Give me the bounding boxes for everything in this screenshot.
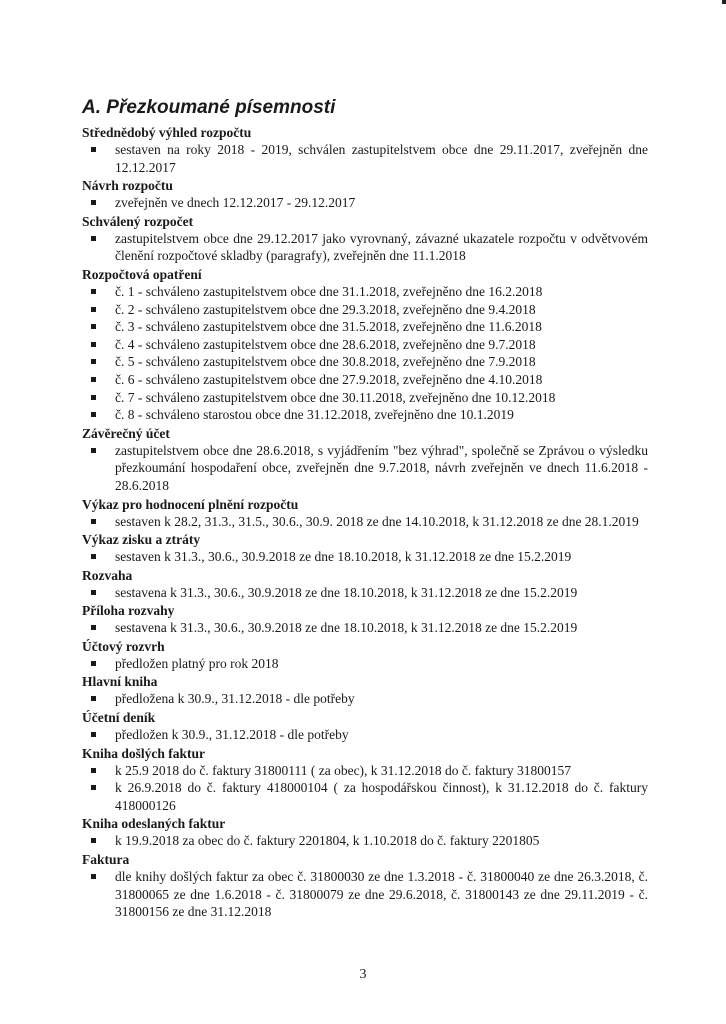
list-item: sestaven k 28.2, 31.3., 31.5., 30.6., 30.9. 2018 ze dne 14.10.2018, k 31.12.2018 ze dne 28.1.2019: [82, 513, 648, 531]
list-item: č. 8 - schváleno starostou obce dne 31.12.2018, zveřejněno dne 10.1.2019: [82, 406, 648, 424]
section-title: Účtový rozvrh: [82, 638, 165, 654]
section-item-list: [82, 690, 648, 708]
section-title: Kniha došlých faktur: [82, 745, 206, 761]
section-title: Střednědobý výhled rozpočtu: [82, 125, 252, 140]
list-item: předložen k 30.9., 31.12.2018 - dle potřeby: [82, 726, 648, 744]
section-item-list: [82, 283, 648, 424]
list-item: zveřejněn ve dnech 12.12.2017 - 29.12.2017: [82, 194, 648, 212]
section-title: Závěrečný účet: [82, 425, 170, 441]
list-item: č. 5 - schváleno zastupitelstvem obce dne 30.8.2018, zveřejněno dne 7.9.2018: [82, 353, 648, 371]
list-item: dle knihy došlých faktur za obec č. 31800030 ze dne 1.3.2018 - č. 31800040 ze dne 26.3.2018, č. 31800065 ze dne 1.6.2018 - č. 31800079 ze dne 29.6.2018, č. 31800143 ze dne 29.11.2019 - č. 31800156 ze dne 31.12.2018: [82, 868, 648, 921]
list-item: sestaven na roky 2018 - 2019, schválen zastupitelstvem obce dne 29.11.2017, zveřejněn dne 12.12.2017: [82, 141, 648, 176]
section-title: Hlavní kniha: [82, 674, 158, 690]
section-item-list: [82, 230, 648, 265]
section-item-list: [82, 584, 648, 602]
section-title: Návrh rozpočtu: [82, 178, 173, 194]
section-item-list: [82, 513, 648, 531]
list-item: č. 6 - schváleno zastupitelstvem obce dne 27.9.2018, zveřejněno dne 4.10.2018: [82, 371, 648, 389]
page-number: 3: [359, 967, 367, 982]
section-title: Účetní deník: [82, 710, 156, 726]
section-item-list: [82, 868, 648, 921]
list-item: k 25.9 2018 do č. faktury 31800111 ( za obec), k 31.12.2018 do č. faktury 31800157: [82, 762, 648, 780]
section-item-list: [82, 141, 648, 176]
section-title: Schválený rozpočet: [82, 213, 194, 229]
section-item-list: [82, 655, 648, 673]
section-title: Faktura: [82, 852, 130, 868]
document-page: [82, 96, 648, 922]
list-item: k 26.9.2018 do č. faktury 418000104 ( za hospodářskou činnost), k 31.12.2018 do č. faktury 418000126: [82, 779, 648, 814]
list-item: č. 1 - schváleno zastupitelstvem obce dne 31.1.2018, zveřejněno dne 16.2.2018: [82, 283, 648, 301]
list-item: č. 3 - schváleno zastupitelstvem obce dne 31.5.2018, zveřejněno dne 11.6.2018: [82, 318, 648, 336]
section-item-list: [82, 762, 648, 815]
page-heading: A. Přezkoumané písemnosti: [82, 97, 336, 118]
list-item: předložen platný pro rok 2018: [82, 655, 648, 673]
list-item: zastupitelstvem obce dne 29.12.2017 jako vyrovnaný, závazné ukazatele rozpočtu v odvětvovém členění rozpočtové skladby (paragrafy), zveřejněn dne 11.1.2018: [82, 230, 648, 265]
list-item: k 19.9.2018 za obec do č. faktury 2201804, k 1.10.2018 do č. faktury 2201805: [82, 832, 648, 850]
section-item-list: [82, 726, 648, 744]
section-title: Rozvaha: [82, 567, 133, 583]
section-title: Kniha odeslaných faktur: [82, 816, 226, 832]
list-item: sestaven k 31.3., 30.6., 30.9.2018 ze dne 18.10.2018, k 31.12.2018 ze dne 15.2.2019: [82, 548, 648, 566]
section-item-list: [82, 832, 648, 850]
list-item: předložena k 30.9., 31.12.2018 - dle potřeby: [82, 690, 648, 708]
section-item-list: [82, 619, 648, 637]
section-title: Výkaz pro hodnocení plnění rozpočtu: [82, 496, 299, 512]
list-item: zastupitelstvem obce dne 28.6.2018, s vyjádřením "bez výhrad", společně se Zprávou o výsledku přezkoumání hospodaření obce, zveřejněn dne 9.7.2018, návrh zveřejněn ve dnech 11.6.2018 - 28.6.2018: [82, 442, 648, 495]
section-item-list: [82, 194, 648, 212]
list-item: č. 4 - schváleno zastupitelstvem obce dne 28.6.2018, zveřejněno dne 9.7.2018: [82, 336, 648, 354]
section-title: Výkaz zisku a ztráty: [82, 532, 201, 548]
section-title: Příloha rozvahy: [82, 603, 175, 619]
list-item: č. 2 - schváleno zastupitelstvem obce dne 29.3.2018, zveřejněno dne 9.4.2018: [82, 301, 648, 319]
sections-container: [82, 124, 648, 921]
list-item: č. 7 - schváleno zastupitelstvem obce dne 30.11.2018, zveřejněno dne 10.12.2018: [82, 389, 648, 407]
scan-edge-mark: [722, 0, 726, 4]
list-item: sestavena k 31.3., 30.6., 30.9.2018 ze dne 18.10.2018, k 31.12.2018 ze dne 15.2.2019: [82, 584, 648, 602]
section-title: Rozpočtová opatření: [82, 266, 202, 282]
section-item-list: [82, 548, 648, 566]
list-item: sestavena k 31.3., 30.6., 30.9.2018 ze dne 18.10.2018, k 31.12.2018 ze dne 15.2.2019: [82, 619, 648, 637]
section-item-list: [82, 442, 648, 495]
